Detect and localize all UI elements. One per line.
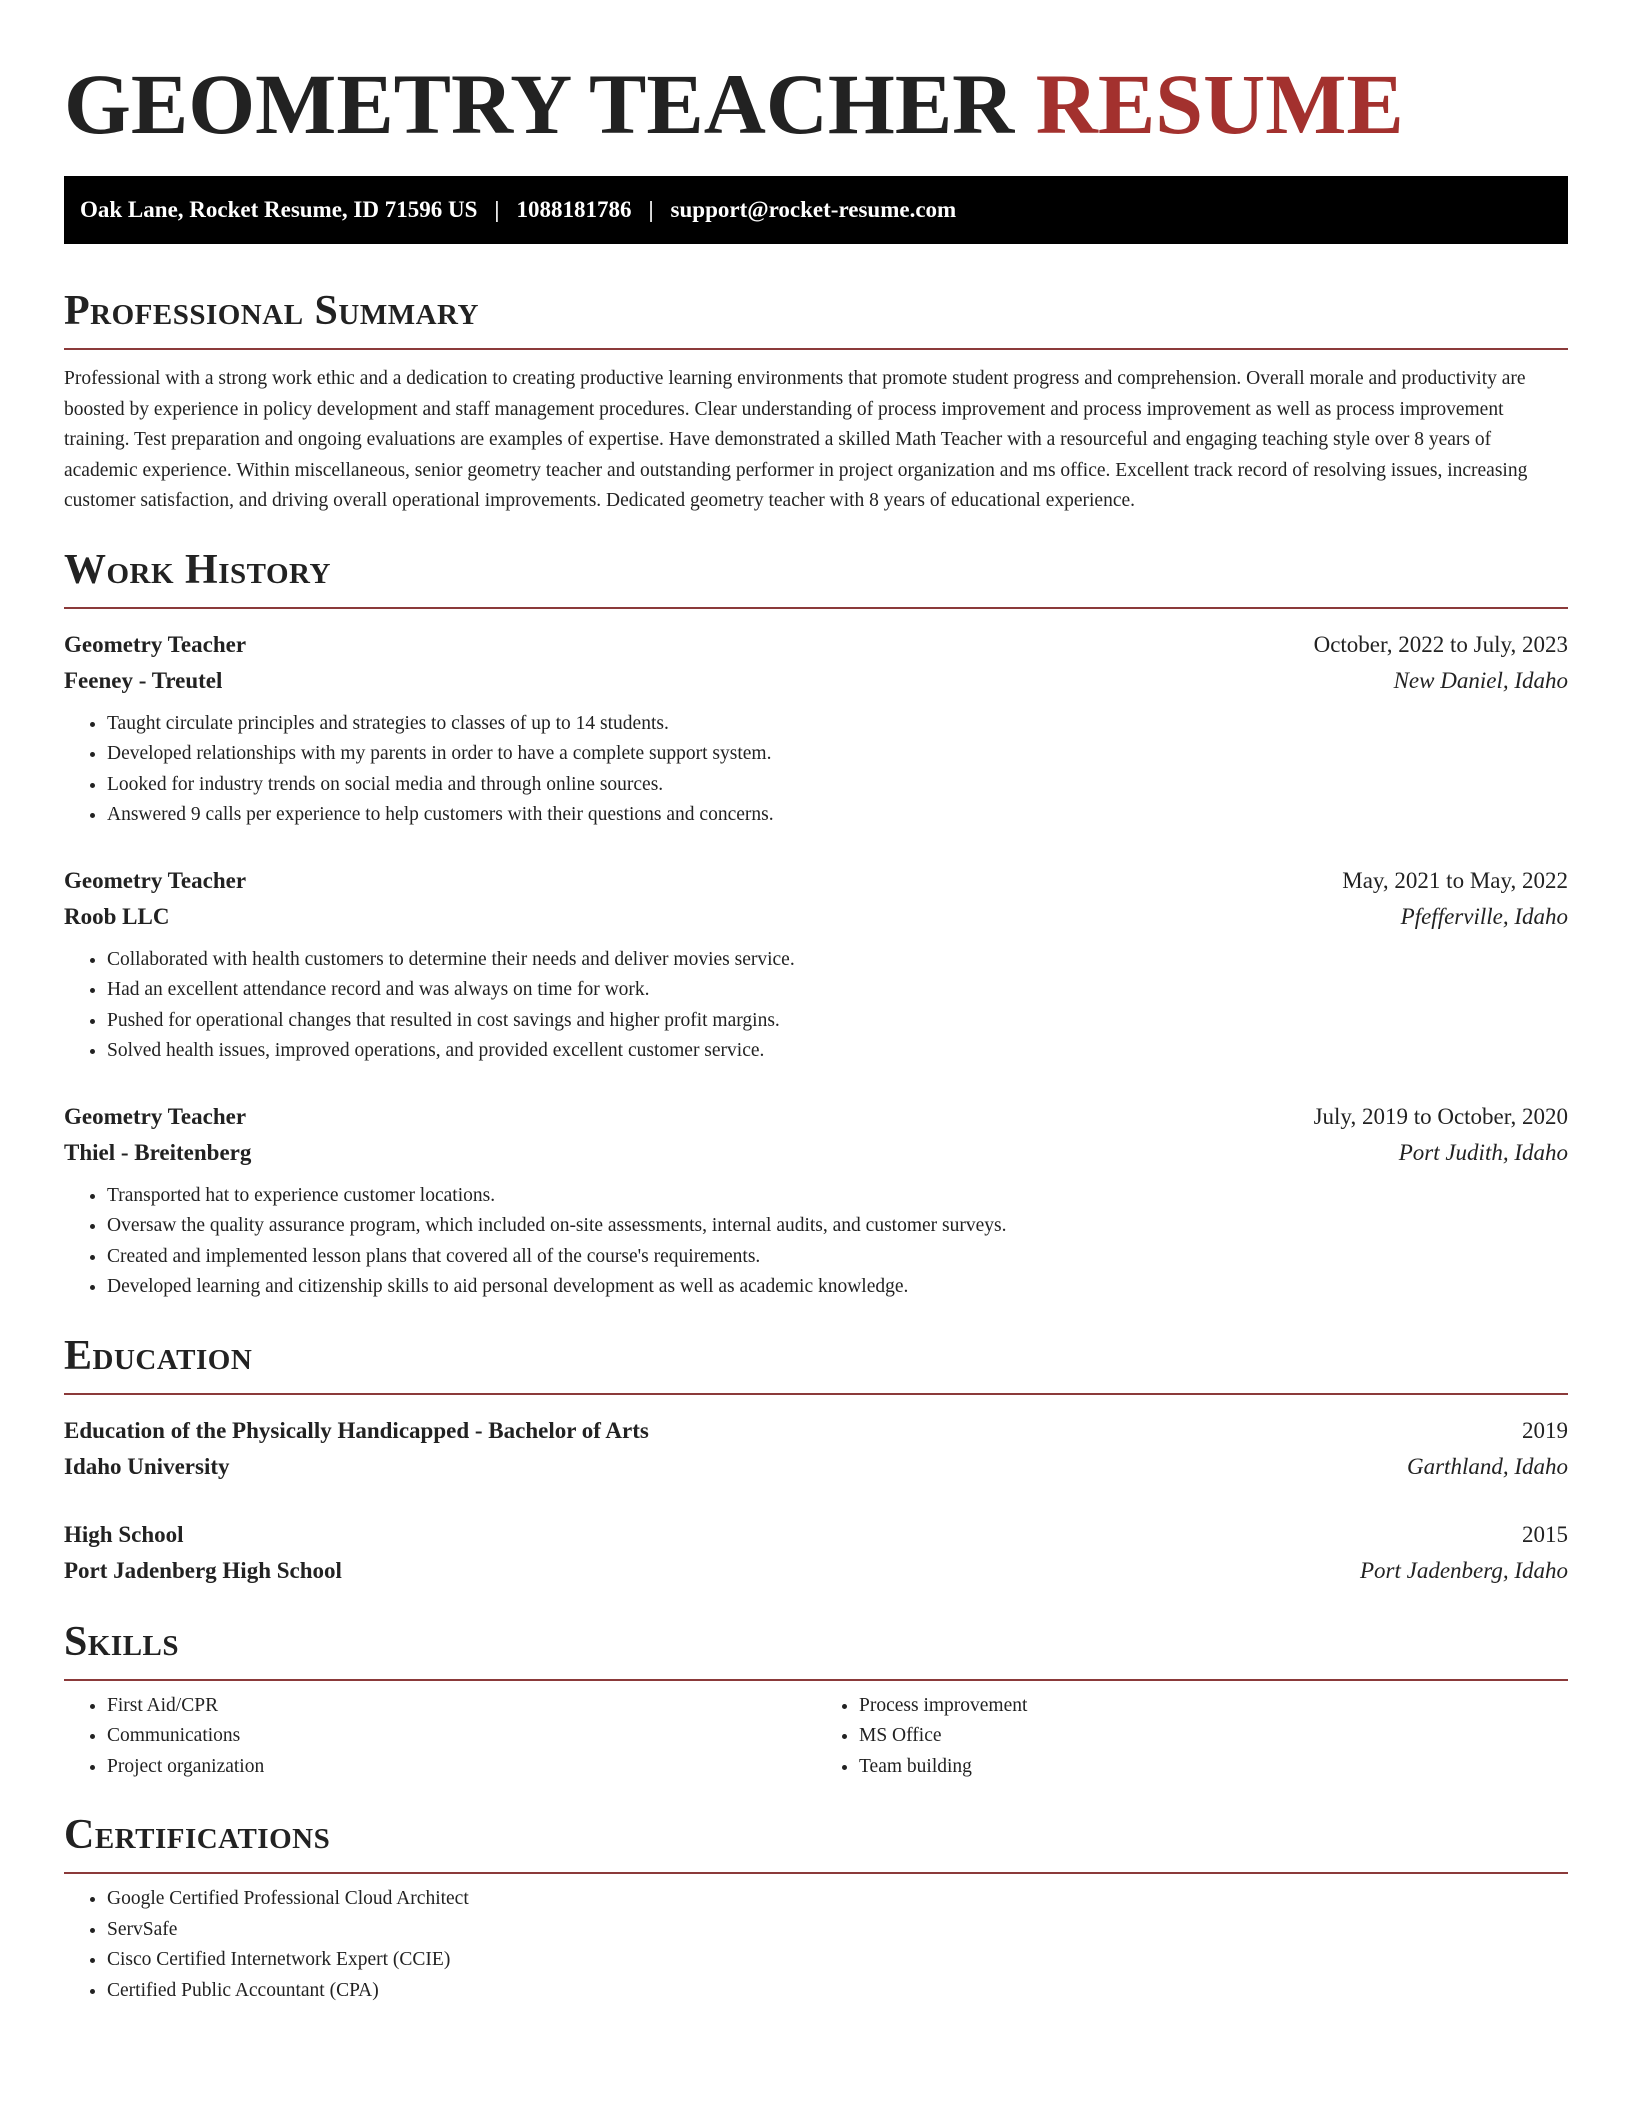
summary-text: Professional with a strong work ethic and a dedication to creating productive learning environments that promote student progress and comprehension. Overall morale and productivity are boosted by experience in policy development and staff management procedures. Clear understanding of process improvement and process improvement as well as process improvement training. Test preparation and ongoing evaluations are examples of expertise. Have demonstrated a skilled Math Teacher with a resourceful and engaging teaching style over 8 years of academic experience. Within miscellaneous, senior geometry teacher and outstanding performer in project organization and ms office. Excellent track record of resolving issues, increasing customer satisfaction, and driving overall operational improvements. Dedicated geometry teacher with 8 years of educational experience. [64, 368, 1528, 511]
certifications-section [64, 1808, 1568, 2006]
education-school: Port Jadenberg High School [64, 1557, 342, 1583]
certifications-heading: Certifications [64, 1812, 331, 1858]
job-entry [64, 1099, 1568, 1303]
title-main: GEOMETRY TEACHER [64, 56, 1015, 152]
section-divider [64, 348, 1568, 350]
education-school: Idaho University [64, 1453, 230, 1479]
skills-section [64, 1615, 1568, 1783]
job-bullets [64, 709, 1568, 831]
job-dates: October, 2022 to July, 2023 [1313, 631, 1568, 657]
contact-separator: | [494, 197, 500, 222]
job-company: Thiel - Breitenberg [64, 1139, 252, 1165]
contact-bar [64, 176, 1568, 244]
contact-phone: 1088181786 [516, 197, 632, 222]
contact-separator: | [648, 197, 654, 222]
job-bullet: • Answered 9 calls per experience to help customers with their questions and concerns. [107, 800, 1568, 831]
job-location: Port Judith, Idaho [1398, 1139, 1568, 1165]
education-heading: Education [64, 1332, 253, 1379]
education-location: Port Jadenberg, Idaho [1359, 1557, 1568, 1583]
section-divider [64, 1393, 1568, 1395]
work-history-section [64, 543, 1568, 1303]
skill-item: • Project organization [107, 1752, 816, 1783]
skill-item: • MS Office [859, 1721, 1568, 1752]
skills-list-left [64, 1691, 816, 1783]
job-bullet: • Developed relationships with my parents in order to have a complete support system. [107, 739, 1568, 770]
education-degree: High School [64, 1521, 184, 1547]
job-title: Geometry Teacher [64, 631, 247, 657]
education-entry [64, 1517, 1568, 1589]
job-bullets [64, 945, 1568, 1067]
job-bullet: • Taught circulate principles and strategies to classes of up to 14 students. [107, 709, 1568, 740]
education-location: Garthland, Idaho [1407, 1453, 1568, 1479]
summary-heading: Professional Summary [64, 288, 479, 334]
education-entry [64, 1413, 1568, 1485]
job-bullet: • Developed learning and citizenship skills to aid personal development as well as academic knowledge. [107, 1272, 1568, 1303]
certification-item: • Certified Public Accountant (CPA) [107, 1976, 1568, 2007]
section-divider [64, 1679, 1568, 1681]
skill-item: • Process improvement [859, 1691, 1568, 1722]
job-bullet: • Transported hat to experience customer locations. [107, 1181, 1568, 1212]
certification-item: • Cisco Certified Internetwork Expert (CCIE) [107, 1945, 1568, 1976]
skill-item: • Team building [859, 1752, 1568, 1783]
contact-email: support@rocket-resume.com [670, 197, 957, 222]
job-dates: July, 2019 to October, 2020 [1313, 1103, 1568, 1129]
job-bullet: • Created and implemented lesson plans that covered all of the course's requirements. [107, 1242, 1568, 1273]
job-bullets [64, 1181, 1568, 1303]
job-location: New Daniel, Idaho [1393, 667, 1568, 693]
job-bullet: • Solved health issues, improved operations, and provided excellent customer service. [107, 1036, 1568, 1067]
job-bullet: • Looked for industry trends on social media and through online sources. [107, 770, 1568, 801]
job-bullet: • Pushed for operational changes that resulted in cost savings and higher profit margins. [107, 1006, 1568, 1037]
skill-item: • First Aid/CPR [107, 1691, 816, 1722]
certifications-list [64, 1884, 1568, 2006]
job-title: Geometry Teacher [64, 1103, 247, 1129]
job-company: Feeney - Treutel [64, 667, 223, 693]
job-bullet: • Collaborated with health customers to determine their needs and deliver movies service. [107, 945, 1568, 976]
education-year: 2015 [1522, 1521, 1568, 1547]
skills-heading: Skills [64, 1618, 180, 1665]
job-company: Roob LLC [64, 903, 170, 929]
skills-grid [64, 1691, 1568, 1783]
resume-title [64, 0, 1568, 154]
job-entry [64, 863, 1568, 1067]
job-dates: May, 2021 to May, 2022 [1342, 867, 1568, 893]
certification-item: • Google Certified Professional Cloud Architect [107, 1884, 1568, 1915]
work-history-heading: Work History [64, 546, 331, 593]
section-divider [64, 1872, 1568, 1874]
job-bullet: • Had an excellent attendance record and was always on time for work. [107, 975, 1568, 1006]
job-title: Geometry Teacher [64, 867, 247, 893]
section-divider [64, 607, 1568, 609]
job-entry [64, 627, 1568, 831]
contact-address: Oak Lane, Rocket Resume, ID 71596 US [80, 197, 478, 222]
education-degree: Education of the Physically Handicapped - Bachelor of Arts [64, 1417, 649, 1443]
education-section [64, 1329, 1568, 1589]
skill-item: • Communications [107, 1721, 816, 1752]
job-location: Pfefferville, Idaho [1400, 903, 1568, 929]
skills-list-right [816, 1691, 1568, 1783]
job-bullet: • Oversaw the quality assurance program, which included on-site assessments, internal audits, and customer surveys. [107, 1211, 1568, 1242]
title-accent: RESUME [1035, 56, 1404, 152]
education-year: 2019 [1522, 1417, 1568, 1443]
summary-section [64, 284, 1568, 517]
certification-item: • ServSafe [107, 1915, 1568, 1946]
